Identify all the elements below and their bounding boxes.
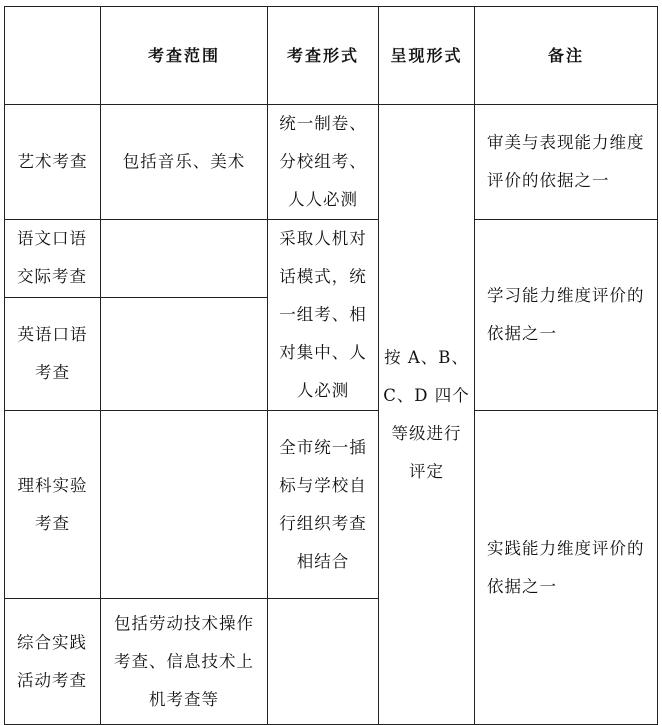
- scope-practice: 包括劳动技术操作考查、信息技术上机考查等: [101, 599, 268, 725]
- form-art: 统一制卷、分校组考、人人必测: [268, 105, 379, 220]
- header-form: 考查形式: [268, 7, 379, 105]
- form-practice: [268, 599, 379, 725]
- form-oral-shared: 采取人机对话模式，统一组考、相对集中、人人必测: [268, 220, 379, 411]
- remark-art: 审美与表现能力维度评价的依据之一: [475, 105, 658, 220]
- header-presentation: 呈现形式: [379, 7, 475, 105]
- header-empty-cell: [5, 7, 101, 105]
- scope-science: [101, 411, 268, 599]
- subject-art: 艺术考查: [5, 105, 101, 220]
- scope-english-oral: [101, 297, 268, 410]
- remark-practice-shared: 实践能力维度评价的依据之一: [475, 411, 658, 725]
- header-row: [5, 7, 658, 105]
- subject-practice: 综合实践活动考查: [5, 599, 101, 725]
- scope-art: 包括音乐、美术: [101, 105, 268, 220]
- form-science: 全市统一插标与学校自行组织考查相结合: [268, 411, 379, 599]
- header-remark: 备注: [475, 7, 658, 105]
- scope-chinese-oral: [101, 220, 268, 298]
- header-scope: 考查范围: [101, 7, 268, 105]
- subject-chinese-oral: 语文口语交际考查: [5, 220, 101, 298]
- table-row-science: [5, 411, 658, 599]
- assessment-table-container: [4, 6, 658, 725]
- presentation-cell: 按 A、B、C、D 四个等级进行评定: [379, 105, 475, 725]
- table-row-chinese-oral: [5, 220, 658, 298]
- subject-english-oral: 英语口语考查: [5, 297, 101, 410]
- remark-oral-shared: 学习能力维度评价的依据之一: [475, 220, 658, 411]
- subject-science: 理科实验考查: [5, 411, 101, 599]
- table-row-art: [5, 105, 658, 220]
- assessment-table: [4, 6, 658, 725]
